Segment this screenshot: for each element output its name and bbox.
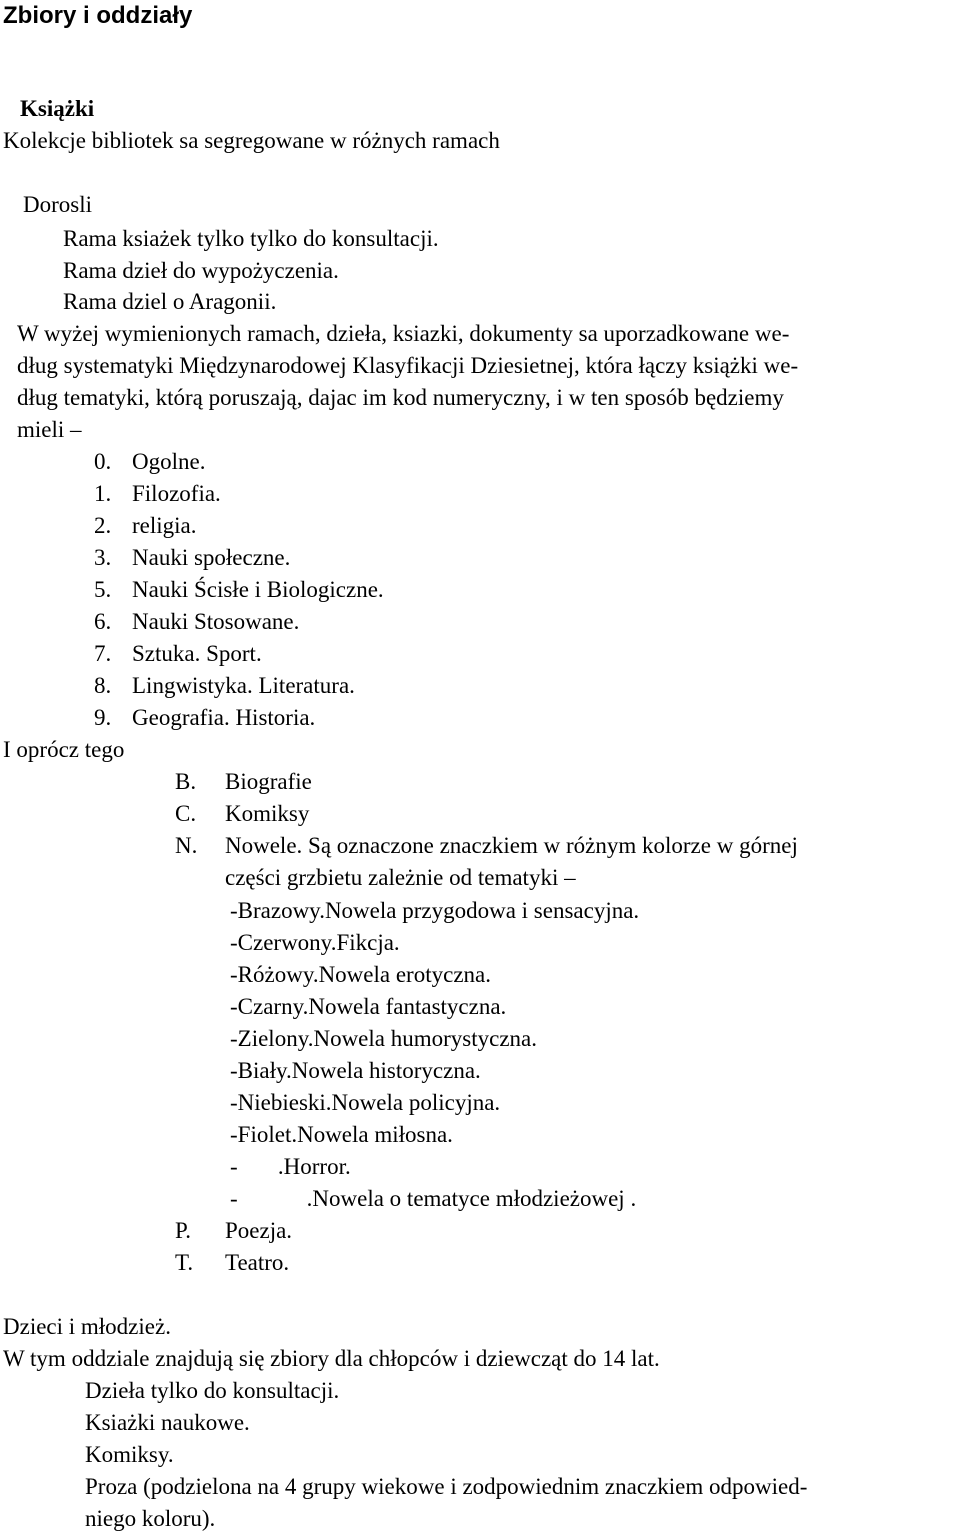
class-label: religia.: [132, 513, 197, 538]
class-item: [94, 514, 197, 537]
page-title: Zbiory i oddziały: [3, 2, 193, 29]
letter-item: [175, 834, 798, 857]
class-label: Ogolne.: [132, 449, 206, 474]
paragraph-line: dług tematyki, którą poruszają, dajac im kod numeryczny, i w ten sposób będziemy: [17, 385, 784, 410]
letter-item: [175, 770, 312, 793]
color-item: - .Nowela o tematyce młodzieżowej .: [230, 1186, 637, 1211]
class-item: [94, 482, 221, 505]
class-label: Geografia. Historia.: [132, 705, 316, 730]
adults-item: Rama ksiażek tylko tylko do konsultacji.: [63, 226, 439, 251]
children-heading: Dzieci i młodzież.: [3, 1314, 171, 1339]
children-item: Komiksy.: [85, 1442, 174, 1467]
color-item: -Biały.Nowela historyczna.: [230, 1058, 481, 1083]
class-item: [94, 610, 299, 633]
class-num: 1.: [94, 481, 112, 506]
letter-label: Biografie: [225, 769, 312, 794]
class-num: 8.: [94, 673, 112, 698]
letter-code: B.: [175, 769, 197, 794]
class-item: [94, 706, 315, 729]
adults-item: Rama dzieł do wypożyczenia.: [63, 258, 339, 283]
letter-label: Teatro.: [225, 1250, 290, 1275]
section-intro: Kolekcje bibliotek sa segregowane w różnych ramach: [3, 128, 500, 153]
class-num: 5.: [94, 577, 112, 602]
class-num: 6.: [94, 609, 112, 634]
nowele-continuation: części grzbietu zależnie od tematyki –: [225, 865, 576, 890]
letter-item: [175, 1251, 289, 1274]
class-item: [94, 642, 262, 665]
class-label: Nauki Stosowane.: [132, 609, 300, 634]
class-num: 3.: [94, 545, 112, 570]
children-item: Dzieła tylko do konsultacji.: [85, 1378, 340, 1403]
class-num: 2.: [94, 513, 112, 538]
class-num: 0.: [94, 449, 112, 474]
class-label: Nauki społeczne.: [132, 545, 291, 570]
section-heading: Książki: [20, 96, 95, 121]
color-item: -Czerwony.Fikcja.: [230, 930, 400, 955]
color-item: -Różowy.Nowela erotyczna.: [230, 962, 491, 987]
letter-code: T.: [175, 1250, 194, 1275]
class-item: [94, 450, 205, 473]
letter-label: Poezja.: [225, 1218, 293, 1243]
paragraph-line: W wyżej wymienionych ramach, dzieła, ksiazki, dokumenty sa uporzadkowane we-: [17, 321, 790, 346]
color-item: -Czarny.Nowela fantastyczna.: [230, 994, 507, 1019]
children-item: niego koloru).: [85, 1506, 216, 1531]
class-item: [94, 674, 355, 697]
class-num: 7.: [94, 641, 112, 666]
adults-label: Dorosli: [23, 192, 92, 217]
letter-code: N.: [175, 833, 198, 858]
letter-code: P.: [175, 1218, 191, 1243]
letter-item: [175, 1219, 292, 1242]
paragraph-line: dług systematyki Międzynarodowej Klasyfikacji Dziesietnej, która łączy książki we-: [17, 353, 799, 378]
letter-label: Komiksy: [225, 801, 310, 826]
adults-item: Rama dziel o Aragonii.: [63, 289, 277, 314]
class-label: Sztuka. Sport.: [132, 641, 262, 666]
letter-label: Nowele. Są oznaczone znaczkiem w różnym kolorze w górnej: [225, 833, 798, 858]
color-item: -Brazowy.Nowela przygodowa i sensacyjna.: [230, 898, 640, 923]
letter-code: C.: [175, 801, 197, 826]
children-intro: W tym oddziale znajdują się zbiory dla chłopców i dziewcząt do 14 lat.: [3, 1346, 660, 1371]
letter-item: [175, 802, 309, 825]
children-item: Proza (podzielona na 4 grupy wiekowe i zodpowiednim znaczkiem odpowied-: [85, 1474, 808, 1499]
class-item: [94, 546, 290, 569]
color-item: - .Horror.: [230, 1154, 351, 1179]
class-label: Nauki Ścisłe i Biologiczne.: [132, 577, 384, 602]
paragraph-line: mieli –: [17, 417, 82, 442]
color-item: -Niebieski.Nowela policyjna.: [230, 1090, 501, 1115]
class-item: [94, 578, 384, 601]
color-item: -Zielony.Nowela humorystyczna.: [230, 1026, 537, 1051]
class-label: Lingwistyka. Literatura.: [132, 673, 355, 698]
children-item: Ksiażki naukowe.: [85, 1410, 250, 1435]
class-num: 9.: [94, 705, 112, 730]
besides-label: I oprócz tego: [3, 737, 125, 762]
color-item: -Fiolet.Nowela miłosna.: [230, 1122, 453, 1147]
class-label: Filozofia.: [132, 481, 221, 506]
